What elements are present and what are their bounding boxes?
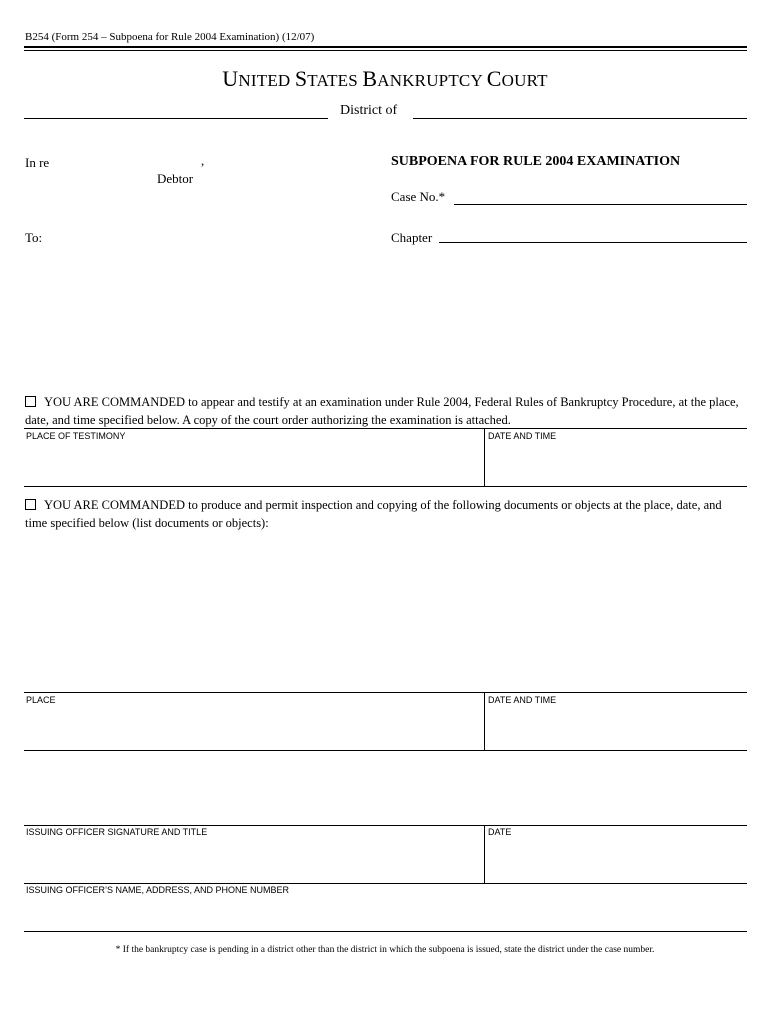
court-title-word-1: UNITED — [222, 66, 295, 91]
district-label: District of — [340, 103, 398, 118]
section1-datetime-label: DATE AND TIME — [488, 431, 557, 441]
court-title — [0, 66, 770, 92]
section1-divider — [484, 428, 485, 486]
officer-table-bottom — [24, 931, 747, 932]
place-of-testimony-label: PLACE OF TESTIMONY — [26, 431, 126, 441]
section1-text: YOU ARE COMMANDED to appear and testify at an examination under Rule 2004, Federal Rules of Bankruptcy Procedure, at the place, date, and time specified below. A copy of the court order authorizing the examination is attached. — [25, 395, 739, 427]
section2-text: YOU ARE COMMANDED to produce and permit inspection and copying of the following documents or objects at the place, date, and time specified below (list documents or objects): — [25, 498, 722, 530]
officer-contact-field[interactable] — [25, 898, 747, 930]
document-title: SUBPOENA FOR RULE 2004 EXAMINATION — [391, 154, 681, 169]
section1-paragraph — [25, 393, 749, 429]
court-title-word-3: BANKRUPTCY — [362, 66, 487, 91]
produce-checkbox[interactable] — [25, 499, 36, 510]
officer-table-middle — [24, 883, 747, 884]
officer-signature-field[interactable] — [25, 840, 483, 882]
place-of-testimony-field[interactable] — [25, 444, 483, 485]
place-label: PLACE — [26, 695, 56, 705]
officer-date-label: DATE — [488, 827, 512, 837]
officer-signature-label: ISSUING OFFICER SIGNATURE AND TITLE — [26, 827, 208, 837]
footnote: * If the bankruptcy case is pending in a district other than the district in which the subpoena is issued, state the district under the case number. — [115, 945, 655, 955]
chapter-label: Chapter — [391, 230, 433, 245]
section2-table-bottom — [24, 750, 747, 751]
place-field[interactable] — [25, 708, 483, 749]
in-re-label: In re — [25, 155, 50, 170]
documents-list-field[interactable] — [25, 536, 747, 690]
header-rule-thin — [24, 50, 747, 51]
section1-datetime-field[interactable] — [486, 444, 746, 485]
header-rule-thick — [24, 46, 747, 48]
in-re-comma: , — [201, 153, 205, 168]
section2-table-top — [24, 692, 747, 693]
court-title-word-4: COURT — [486, 66, 548, 91]
case-no-input-line[interactable] — [454, 204, 747, 205]
officer-contact-label: ISSUING OFFICER’S NAME, ADDRESS, AND PHONE NUMBER — [26, 885, 290, 895]
district-input-line[interactable] — [413, 118, 747, 119]
chapter-input-line[interactable] — [439, 242, 747, 243]
section2-divider — [484, 692, 485, 750]
section2-paragraph — [25, 496, 737, 532]
officer-divider — [484, 825, 485, 883]
to-label: To: — [25, 230, 43, 245]
officer-date-field[interactable] — [486, 840, 746, 882]
case-no-label: Case No.* — [391, 189, 446, 204]
district-left-line — [24, 118, 328, 119]
section2-datetime-field[interactable] — [486, 708, 746, 749]
debtor-label: Debtor — [157, 171, 194, 186]
section2-datetime-label: DATE AND TIME — [488, 695, 557, 705]
section1-table-bottom — [24, 486, 747, 487]
testify-checkbox[interactable] — [25, 396, 36, 407]
officer-table-top — [24, 825, 747, 826]
form-id: B254 (Form 254 – Subpoena for Rule 2004 Examination) (12/07) — [25, 31, 315, 43]
section1-table-top — [24, 428, 747, 429]
court-title-word-2: STATES — [294, 66, 363, 91]
